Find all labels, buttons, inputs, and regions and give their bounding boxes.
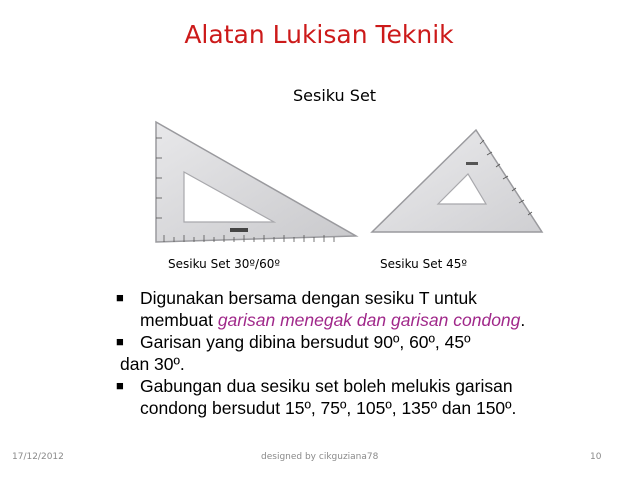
bullet-square-icon: ■ (116, 290, 124, 305)
bullet-2-continuation (114, 353, 634, 375)
set-square-30-60-image (150, 118, 360, 248)
brand-logo (230, 228, 248, 232)
bullet-list (114, 287, 634, 419)
bullet-square-icon: ■ (116, 378, 124, 393)
bullet-item-3 (114, 375, 634, 419)
bullet-2-line-2: dan 30º. (120, 354, 185, 374)
bullet-3-line-1: Gabungan dua sesiku set boleh melukis garisan (140, 376, 513, 396)
page-number: 10 (590, 452, 602, 462)
bullet-1-line-2 (140, 309, 634, 331)
bullet-item-2 (114, 331, 634, 353)
bullet-1-text: membuat (140, 310, 218, 330)
caption-set-square-45: Sesiku Set 45º (380, 257, 468, 271)
bullet-1-line-1: Digunakan bersama dengan sesiku T untuk (140, 288, 477, 308)
bullet-item-1 (114, 287, 634, 331)
slide-subtitle: Sesiku Set (293, 86, 377, 105)
caption-set-square-30-60: Sesiku Set 30º/60º (168, 257, 280, 271)
bullet-1-emphasis: garisan menegak dan garisan condong (217, 310, 521, 330)
bullet-3-line-2: condong bersudut 15º, 75º, 105º, 135º dan 150º. (140, 398, 517, 418)
slide-title: Alatan Lukisan Teknik (184, 20, 454, 49)
bullet-square-icon: ■ (116, 334, 124, 349)
footer-credit: designed by cikguziana78 (261, 452, 379, 462)
brand-logo (466, 162, 478, 165)
set-square-45-image (368, 126, 546, 242)
bullet-2-line-1: Garisan yang dibina bersudut 90º, 60º, 45º (140, 332, 471, 352)
bullet-1-period: . (520, 310, 526, 330)
footer-date: 17/12/2012 (12, 452, 64, 462)
